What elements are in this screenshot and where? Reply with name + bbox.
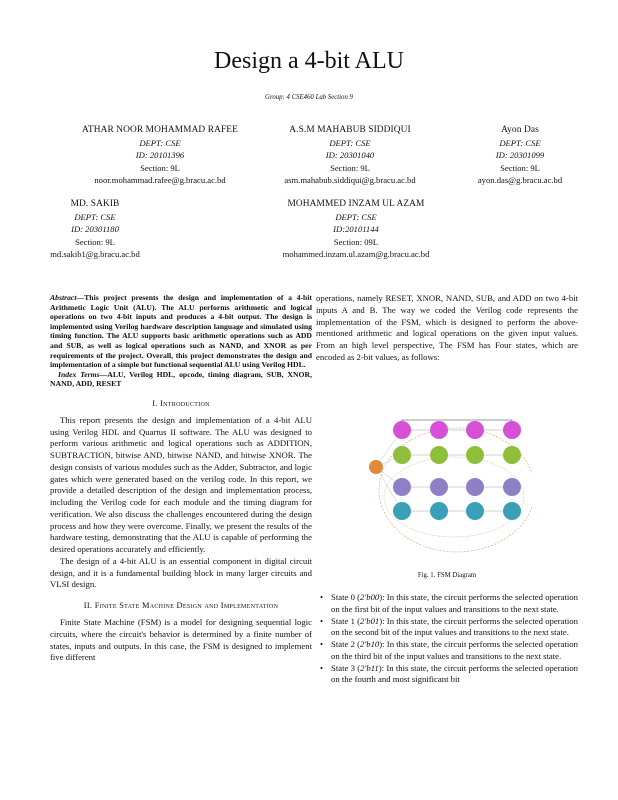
- state-node: [466, 446, 484, 464]
- list-item: [316, 592, 578, 616]
- state-node: [503, 478, 521, 496]
- author-email: noor.mohammad.rafee@g.bracu.ac.bd: [94, 175, 226, 186]
- state-description: ): In this state, the circuit performs the selected operation on the first bit of the input values and transitions to the next state.: [331, 592, 578, 614]
- author-id: ID:20101144: [333, 224, 379, 235]
- left-column: [50, 293, 312, 664]
- index-terms-text: —ALU, Verilog HDL, opcode, timing diagram, SUB, XNOR, NAND, ADD, RESET: [50, 369, 312, 389]
- author-dept: DEPT: CSE: [74, 211, 116, 222]
- fsm-diagram: [362, 415, 532, 560]
- state-description: ): In this state, the circuit performs the selected operation on the second bit of the input values and transitions to the next state.: [331, 615, 578, 638]
- state-label: State 3 (: [331, 662, 361, 673]
- abstract: [50, 293, 312, 370]
- author-id: ID: 20301040: [325, 150, 375, 161]
- section-title: Finite State Machine Design and Implementation: [94, 601, 279, 611]
- index-terms-lead: Index Terms: [58, 369, 100, 379]
- author-email: ayon.das@g.bracu.ac.bd: [477, 175, 563, 186]
- state-node: [393, 421, 411, 439]
- author-email: asm.mahabub.siddiqui@g.bracu.ac.bd: [284, 175, 416, 186]
- state-description: ): In this state, the circuit performs the selected operation on the third bit of the input values and transitions to the next state.: [331, 639, 578, 661]
- author-dept: DEPT: CSE: [139, 137, 181, 148]
- state-label: State 1 (: [331, 615, 361, 626]
- section-heading-introduction: [50, 398, 312, 409]
- state-label: State 2 (: [331, 639, 361, 649]
- state-node: [503, 421, 521, 439]
- state-node: [393, 446, 411, 464]
- state-code: 2'b10: [360, 639, 380, 649]
- author-id: ID: 20101396: [135, 150, 185, 161]
- section-title: Introduction: [160, 398, 210, 408]
- author-dept: DEPT: CSE: [329, 137, 371, 148]
- abstract-text: —This project presents the design and implementation of a 4-bit Arithmetic Logic Unit (ALU). The ALU performs arithmetic and logical operations on two 4-bit inputs and produces a 4-bit output. The design is implemented using Verilog hardware description language and simulated using timing function. The ALU supports basic arithmetic operations such as ADD and SUB, as well as logical operations such as NAND, and XNOR as per requirements of the project. Overall, this project demonstrates the design and implementation of a simple but functional sequential ALU using Verilog HDL.: [50, 293, 312, 370]
- author-name: MOHAMMED INZAM UL AZAM: [287, 199, 425, 209]
- author-block: [60, 124, 260, 187]
- author-dept: DEPT: CSE: [335, 211, 377, 222]
- author-section: Section: 9L: [140, 162, 180, 173]
- state-description: ): In this state, the circuit performs the selected operation on the fourth and most significant bit: [331, 662, 579, 685]
- author-block: [270, 124, 430, 187]
- figure-caption: Fig. 1. FSM Diagram: [417, 572, 477, 579]
- author-id: ID: 20301180: [71, 224, 119, 235]
- state-node: [503, 446, 521, 464]
- abstract-lead: Abstract: [50, 293, 77, 302]
- state-code: 2'b01: [360, 615, 380, 626]
- state-code: 2'b11: [360, 662, 379, 673]
- state-node: [466, 502, 484, 520]
- author-section: Section: 9L: [500, 162, 540, 173]
- author-block: [262, 198, 450, 261]
- state-node: [430, 421, 448, 439]
- state-list: [316, 592, 578, 686]
- author-block: [40, 198, 150, 261]
- list-item: [316, 663, 578, 687]
- state-node: [503, 502, 521, 520]
- paper-title: Design a 4-bit ALU: [214, 48, 404, 74]
- intro-paragraph-2: The design of a 4-bit ALU is an essential component in digital circuit design, and it is a fundamental building block in many larger circuits and VLSI design.: [50, 555, 312, 590]
- index-terms: [50, 370, 312, 389]
- author-name: ATHAR NOOR MOHAMMAD RAFEE: [82, 125, 238, 135]
- section-numeral: I.: [152, 398, 161, 408]
- author-email: mohammed.inzam.ul.azam@g.bracu.ac.bd: [282, 249, 430, 260]
- list-item: [316, 616, 578, 640]
- reset-state-node: [369, 460, 383, 474]
- state-node: [393, 478, 411, 496]
- group-line: Group: 4 CSE460 Lab Section 9: [265, 94, 353, 101]
- author-dept: DEPT: CSE: [499, 137, 541, 148]
- state-node: [430, 502, 448, 520]
- author-email: md.sakib1@g.bracu.ac.bd: [50, 249, 140, 260]
- author-id: ID: 20301099: [495, 150, 545, 161]
- author-section: Section: 9L: [75, 236, 115, 247]
- list-item: [316, 639, 578, 663]
- state-node: [430, 446, 448, 464]
- right-column: [316, 293, 578, 364]
- section-heading-fsm: [50, 600, 312, 611]
- section-numeral: II.: [83, 601, 95, 611]
- fsm-paragraph: Finite State Machine (FSM) is a model for designing sequential logic circuits, where the circuit's behavior is determined by a finite number of states, inputs and outputs. In this case, the FSM is designed to implement five different: [50, 617, 312, 663]
- state-node: [393, 502, 411, 520]
- fsm-paragraph-continued: operations, namely RESET, XNOR, NAND, SUB, and ADD on two 4-bit inputs A and B. The way we coded the Verilog code represents the implementation of the FSM, which is designed to perform the above-mentioned arithmetic and logical operations on the given input values. From an high level perspective, The FSM has Four states, which are encoded as 2-bit values, as follows:: [316, 293, 578, 362]
- author-name: MD. SAKIB: [70, 199, 120, 209]
- state-code: 2'b00: [360, 592, 380, 602]
- fsm-diagram-figure: [362, 415, 532, 560]
- author-name: Ayon Das: [501, 125, 539, 135]
- author-name: A.S.M MAHABUB SIDDIQUI: [289, 125, 411, 135]
- state-label: State 0 (: [331, 592, 361, 602]
- author-block: [465, 124, 575, 187]
- state-node: [430, 478, 448, 496]
- intro-paragraph: This report presents the design and implementation of a 4-bit ALU using Verilog HDL and Quartus II software. The ALU was designed to perform various arithmetic and logical operations such as ADDITION, SUBTRACTION, bitwise AND, bitwise NAND, and bitwise XNOR. The design consists of various modules such as the Adder, Subtractor, and logic gates which were generated based on the verilog code. In this report, we provide a detailed description of the design and implementation process, including the Verilog code for each module and the timing diagram for verification. We also discuss the challenges encountered during the design process and how they were overcome. Finally, we present the results of the hardware testing, demonstrating that the ALU is capable of performing the desired operations accurately and efficiently.: [50, 414, 312, 555]
- author-section: Section: 09L: [333, 236, 379, 247]
- state-node: [466, 421, 484, 439]
- state-node: [466, 478, 484, 496]
- author-section: Section: 9L: [330, 162, 370, 173]
